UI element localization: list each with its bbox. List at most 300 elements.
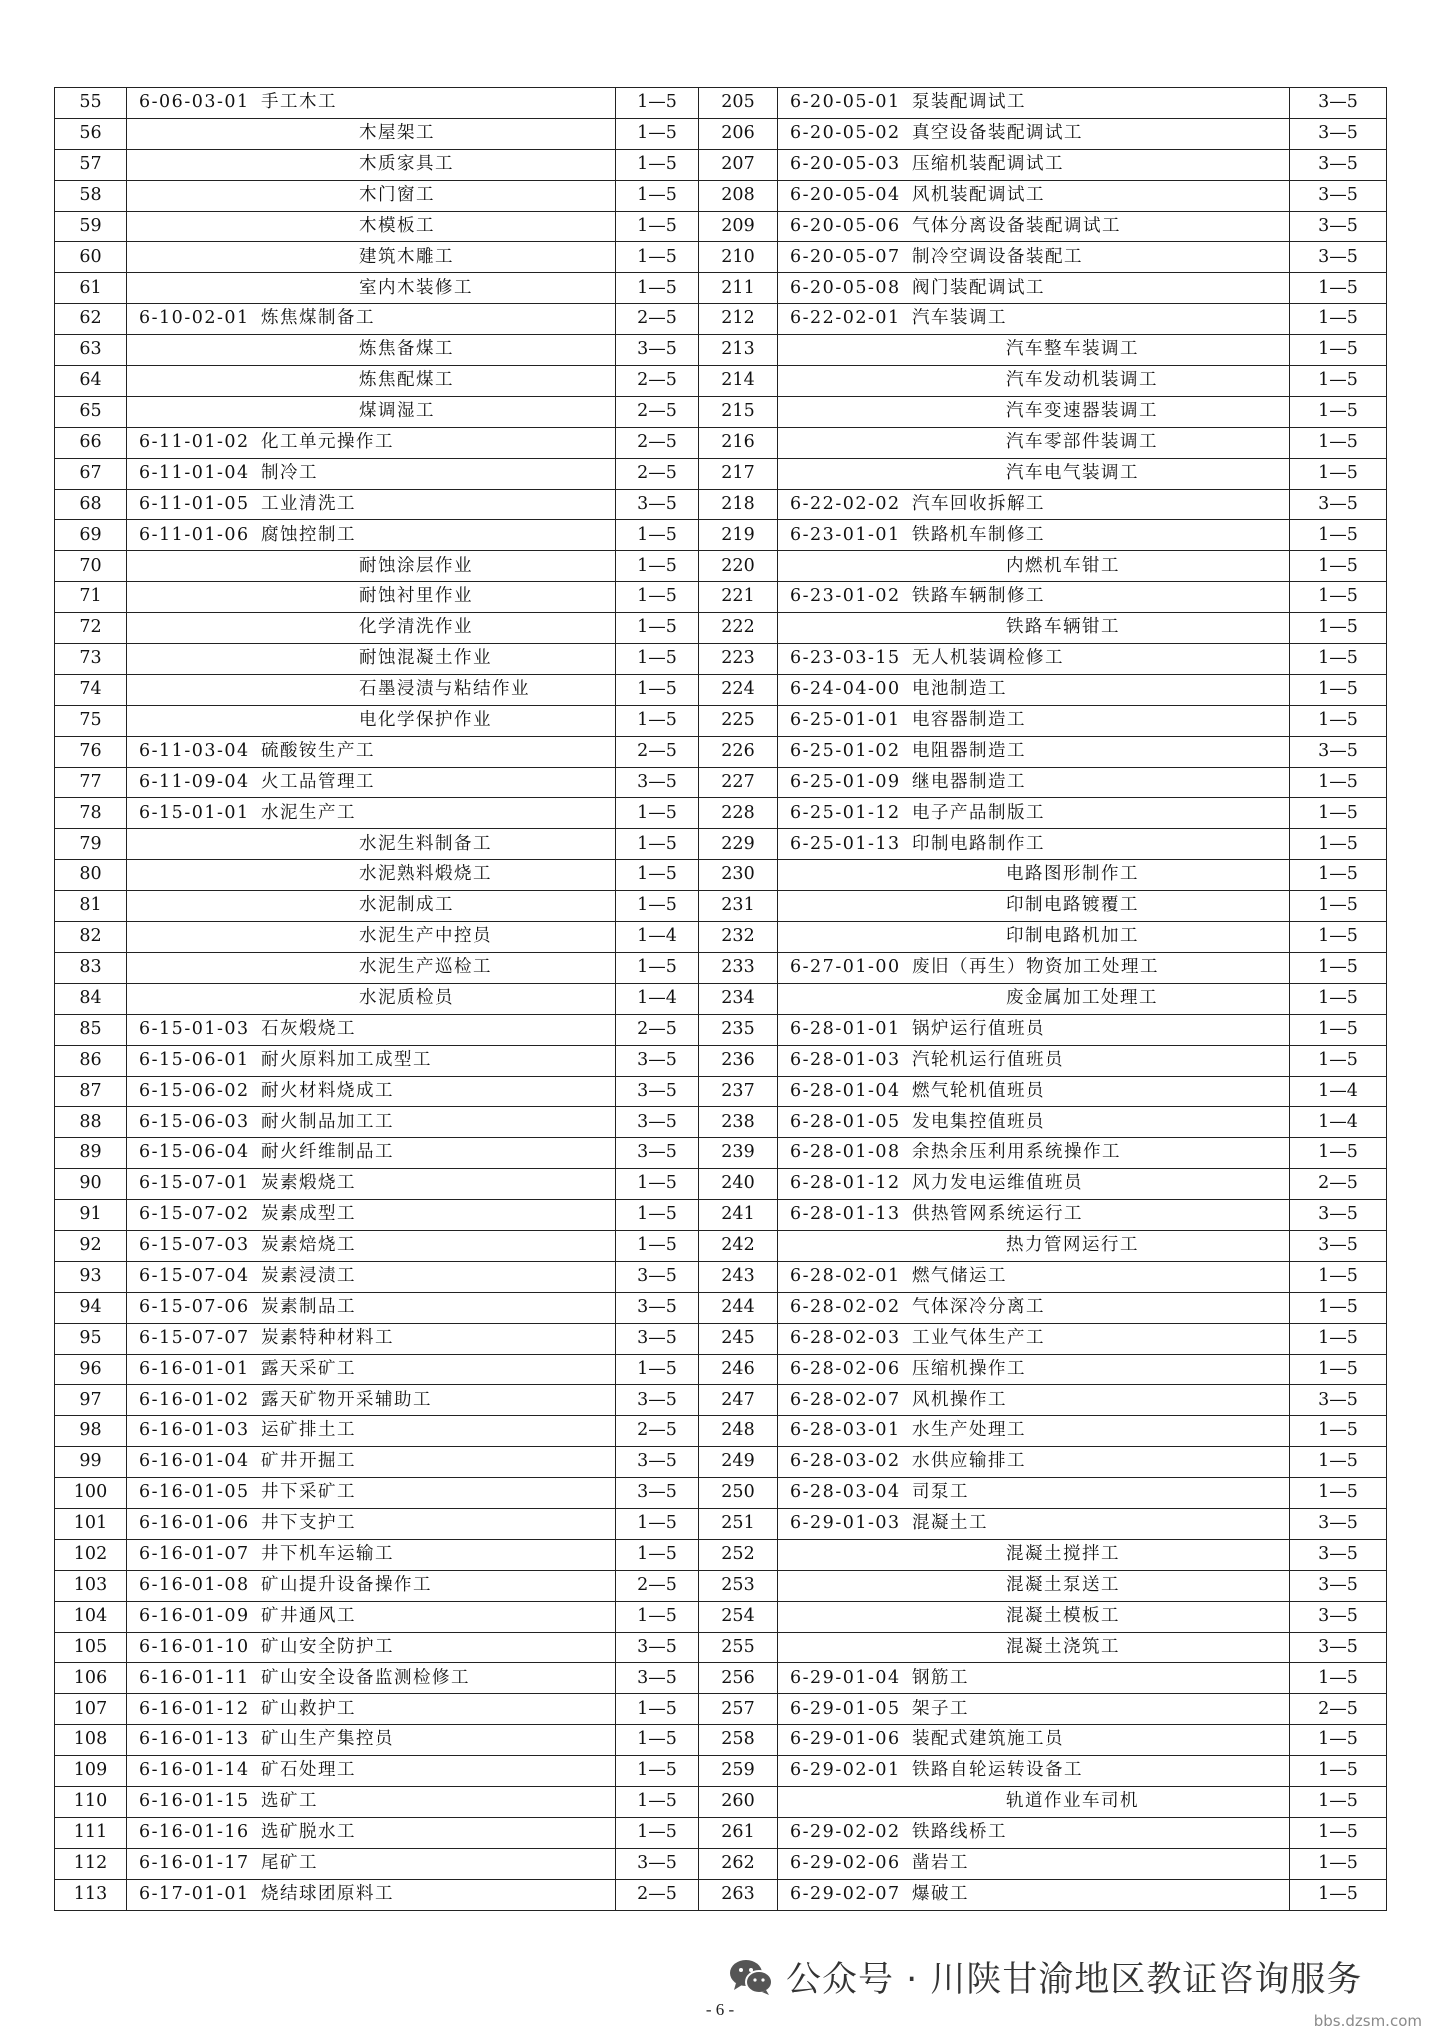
- occupation-subtitle: 混凝土泵送工: [1006, 1574, 1120, 1595]
- occupation-title: 矿山提升设备操作工: [261, 1574, 432, 1595]
- right-occupation-cell: [778, 767, 1290, 798]
- right-row-number: 255: [699, 1632, 778, 1663]
- occupation-code: 6-28-01-13: [790, 1204, 901, 1225]
- occupation-subtitle: 铁路车辆钳工: [1006, 617, 1120, 638]
- table-row: [55, 705, 1387, 736]
- occupation-subtitle: 内燃机车钳工: [1006, 555, 1120, 576]
- right-occupation-cell: [778, 1694, 1290, 1725]
- occupation-code: 6-16-01-03: [139, 1420, 250, 1441]
- occupation-code: 6-23-03-15: [790, 648, 901, 669]
- occupation-code: 6-11-01-05: [139, 493, 250, 514]
- right-occupation-cell: [778, 1447, 1290, 1478]
- left-occupation-cell: [127, 767, 616, 798]
- left-row-number: 55: [55, 88, 127, 119]
- occupation-title: 耐火制品加工工: [261, 1111, 394, 1132]
- left-occupation-cell: [127, 396, 616, 427]
- occupation-title: 烧结球团原料工: [261, 1883, 394, 1904]
- right-row-number: 253: [699, 1570, 778, 1601]
- table-row: [55, 1601, 1387, 1632]
- left-row-number: 62: [55, 304, 127, 335]
- table-row: [55, 1539, 1387, 1570]
- right-row-number: 244: [699, 1292, 778, 1323]
- occupation-code: 6-11-09-04: [139, 771, 250, 792]
- right-occupation-cell: [778, 798, 1290, 829]
- right-row-number: 222: [699, 613, 778, 644]
- right-level-range: 1—5: [1290, 335, 1387, 366]
- occupation-title: 矿山生产集控员: [261, 1729, 394, 1750]
- right-row-number: 215: [699, 396, 778, 427]
- occupation-title: 汽车回收拆解工: [912, 493, 1045, 514]
- site-watermark: bbs.dzsm.com: [1313, 2012, 1422, 2030]
- right-occupation-cell: [778, 1786, 1290, 1817]
- left-occupation-cell: [127, 1354, 616, 1385]
- occupation-subtitle: 耐蚀衬里作业: [359, 586, 473, 607]
- right-occupation-cell: [778, 644, 1290, 675]
- left-occupation-cell: [127, 1323, 616, 1354]
- left-occupation-cell: [127, 1230, 616, 1261]
- right-occupation-cell: [778, 736, 1290, 767]
- left-level-range: 2—5: [616, 1416, 699, 1447]
- occupation-code: 6-29-01-04: [790, 1667, 901, 1688]
- left-level-range: 3—5: [616, 1045, 699, 1076]
- left-occupation-cell: [127, 211, 616, 242]
- left-level-range: 1—5: [616, 1508, 699, 1539]
- occupation-code: 6-16-01-13: [139, 1729, 250, 1750]
- left-occupation-cell: [127, 458, 616, 489]
- occupation-title: 水泥生产工: [261, 802, 356, 823]
- left-row-number: 105: [55, 1632, 127, 1663]
- occupation-code: 6-27-01-00: [790, 957, 901, 978]
- right-level-range: 2—5: [1290, 1694, 1387, 1725]
- table-row: [55, 613, 1387, 644]
- left-occupation-cell: [127, 304, 616, 335]
- left-row-number: 58: [55, 180, 127, 211]
- table-row: [55, 118, 1387, 149]
- table-row: [55, 891, 1387, 922]
- occupation-title: 井下采矿工: [261, 1482, 356, 1503]
- right-level-range: 3—5: [1290, 242, 1387, 273]
- occupation-code: 6-28-02-03: [790, 1327, 901, 1348]
- left-occupation-cell: [127, 88, 616, 119]
- occupation-title: 汽车装调工: [912, 308, 1007, 329]
- occupation-subtitle: 炼焦配煤工: [359, 370, 454, 391]
- occupation-code: 6-20-05-06: [790, 215, 901, 236]
- left-level-range: 3—5: [616, 767, 699, 798]
- left-row-number: 94: [55, 1292, 127, 1323]
- occupation-title: 凿岩工: [912, 1852, 969, 1873]
- right-level-range: 2—5: [1290, 1169, 1387, 1200]
- right-occupation-cell: [778, 489, 1290, 520]
- right-row-number: 256: [699, 1663, 778, 1694]
- occupation-title: 发电集控值班员: [912, 1111, 1045, 1132]
- left-occupation-cell: [127, 736, 616, 767]
- right-level-range: 3—5: [1290, 211, 1387, 242]
- left-occupation-cell: [127, 1725, 616, 1756]
- left-row-number: 110: [55, 1786, 127, 1817]
- right-occupation-cell: [778, 1848, 1290, 1879]
- occupation-title: 混凝土工: [912, 1513, 988, 1534]
- left-occupation-cell: [127, 829, 616, 860]
- occupation-code: 6-20-05-04: [790, 184, 901, 205]
- table-row: [55, 273, 1387, 304]
- right-row-number: 251: [699, 1508, 778, 1539]
- occupation-code: 6-28-01-05: [790, 1111, 901, 1132]
- right-level-range: 3—5: [1290, 118, 1387, 149]
- table-row: [55, 396, 1387, 427]
- right-occupation-cell: [778, 1817, 1290, 1848]
- right-level-range: 1—5: [1290, 829, 1387, 860]
- left-level-range: 3—5: [616, 489, 699, 520]
- left-occupation-cell: [127, 1385, 616, 1416]
- left-level-range: 1—5: [616, 520, 699, 551]
- occupation-title: 铁路车辆制修工: [912, 586, 1045, 607]
- right-row-number: 237: [699, 1076, 778, 1107]
- left-level-range: 2—5: [616, 736, 699, 767]
- occupation-subtitle: 木模板工: [359, 215, 435, 236]
- table-row: [55, 1447, 1387, 1478]
- left-row-number: 102: [55, 1539, 127, 1570]
- right-row-number: 233: [699, 952, 778, 983]
- left-occupation-cell: [127, 922, 616, 953]
- left-level-range: 1—5: [616, 798, 699, 829]
- table-row: [55, 1014, 1387, 1045]
- table-row: [55, 88, 1387, 119]
- left-level-range: 1—5: [616, 1230, 699, 1261]
- right-occupation-cell: [778, 952, 1290, 983]
- right-occupation-cell: [778, 242, 1290, 273]
- left-row-number: 101: [55, 1508, 127, 1539]
- right-row-number: 227: [699, 767, 778, 798]
- left-level-range: 1—5: [616, 242, 699, 273]
- right-occupation-cell: [778, 1261, 1290, 1292]
- table-row: [55, 767, 1387, 798]
- occupation-title: 架子工: [912, 1698, 969, 1719]
- left-row-number: 59: [55, 211, 127, 242]
- right-row-number: 206: [699, 118, 778, 149]
- left-row-number: 76: [55, 736, 127, 767]
- table-row: [55, 1292, 1387, 1323]
- right-row-number: 223: [699, 644, 778, 675]
- occupation-code: 6-28-01-01: [790, 1018, 901, 1039]
- occupation-subtitle: 电化学保护作业: [359, 710, 492, 730]
- right-occupation-cell: [778, 1570, 1290, 1601]
- table-row: [55, 1508, 1387, 1539]
- occupation-code: 6-11-03-04: [139, 740, 250, 761]
- right-level-range: 1—5: [1290, 1725, 1387, 1756]
- occupation-code: 6-16-01-15: [139, 1791, 250, 1812]
- occupation-code: 6-20-05-03: [790, 153, 901, 174]
- left-row-number: 90: [55, 1169, 127, 1200]
- right-level-range: 1—4: [1290, 1076, 1387, 1107]
- occupation-title: 铁路机车制修工: [912, 524, 1045, 545]
- right-occupation-cell: [778, 1663, 1290, 1694]
- right-row-number: 247: [699, 1385, 778, 1416]
- occupation-title: 石灰煅烧工: [261, 1018, 356, 1039]
- occupation-title: 炭素煅烧工: [261, 1173, 356, 1194]
- occupation-title: 耐火原料加工成型工: [261, 1049, 432, 1070]
- right-level-range: 1—5: [1290, 1292, 1387, 1323]
- left-occupation-cell: [127, 674, 616, 705]
- left-row-number: 103: [55, 1570, 127, 1601]
- occupation-title: 炭素成型工: [261, 1204, 356, 1225]
- wechat-icon: [728, 1957, 774, 1997]
- left-occupation-cell: [127, 1076, 616, 1107]
- left-level-range: 3—5: [616, 1848, 699, 1879]
- left-occupation-cell: [127, 1200, 616, 1231]
- occupation-title: 耐火材料烧成工: [261, 1080, 394, 1101]
- occupation-code: 6-29-01-06: [790, 1729, 901, 1750]
- left-occupation-cell: [127, 1478, 616, 1509]
- left-level-range: 1—5: [616, 1786, 699, 1817]
- left-level-range: 3—5: [616, 335, 699, 366]
- right-level-range: 3—5: [1290, 1601, 1387, 1632]
- table-row: [55, 427, 1387, 458]
- table-row: [55, 1354, 1387, 1385]
- left-level-range: 3—5: [616, 1261, 699, 1292]
- left-level-range: 1—5: [616, 1200, 699, 1231]
- left-occupation-cell: [127, 1817, 616, 1848]
- left-level-range: 1—5: [616, 1169, 699, 1200]
- right-level-range: 1—5: [1290, 458, 1387, 489]
- occupation-subtitle: 耐蚀涂层作业: [359, 555, 473, 576]
- occupation-subtitle: 热力管网运行工: [1006, 1235, 1139, 1256]
- occupation-title: 选矿脱水工: [261, 1822, 356, 1843]
- left-row-number: 61: [55, 273, 127, 304]
- occupation-subtitle: 水泥生产巡检工: [359, 957, 492, 978]
- occupation-title: 电池制造工: [912, 679, 1007, 700]
- left-occupation-cell: [127, 1138, 616, 1169]
- occupation-code: 6-29-01-03: [790, 1513, 901, 1534]
- right-row-number: 210: [699, 242, 778, 273]
- right-occupation-cell: [778, 613, 1290, 644]
- left-level-range: 1—5: [616, 1756, 699, 1787]
- occupation-code: 6-11-01-02: [139, 431, 250, 452]
- occupation-code: 6-29-02-01: [790, 1760, 901, 1781]
- right-occupation-cell: [778, 860, 1290, 891]
- table-row: [55, 798, 1387, 829]
- left-level-range: 3—5: [616, 1385, 699, 1416]
- occupation-subtitle: 电路图形制作工: [1006, 864, 1139, 885]
- right-occupation-cell: [778, 1014, 1290, 1045]
- table-row: [55, 335, 1387, 366]
- table-row: [55, 860, 1387, 891]
- occupation-subtitle: 石墨浸渍与粘结作业: [359, 679, 530, 700]
- left-occupation-cell: [127, 149, 616, 180]
- occupation-code: 6-16-01-02: [139, 1389, 250, 1410]
- occupation-title: 燃气轮机值班员: [912, 1080, 1045, 1101]
- right-level-range: 1—5: [1290, 952, 1387, 983]
- table-row: [55, 1694, 1387, 1725]
- left-occupation-cell: [127, 1570, 616, 1601]
- left-row-number: 106: [55, 1663, 127, 1694]
- left-occupation-cell: [127, 1045, 616, 1076]
- table-row: [55, 489, 1387, 520]
- occupation-title: 腐蚀控制工: [261, 524, 356, 545]
- right-row-number: 243: [699, 1261, 778, 1292]
- right-level-range: 1—5: [1290, 1138, 1387, 1169]
- occupation-subtitle: 汽车电气装调工: [1006, 462, 1139, 483]
- occupation-code: 6-28-03-04: [790, 1482, 901, 1503]
- right-row-number: 239: [699, 1138, 778, 1169]
- occupation-code: 6-28-01-08: [790, 1142, 901, 1163]
- left-level-range: 2—5: [616, 427, 699, 458]
- occupation-title: 废旧（再生）物资加工处理工: [912, 957, 1159, 978]
- left-occupation-cell: [127, 1786, 616, 1817]
- occupation-code: 6-16-01-14: [139, 1760, 250, 1781]
- right-level-range: 1—5: [1290, 520, 1387, 551]
- occupation-subtitle: 汽车整车装调工: [1006, 339, 1139, 360]
- right-occupation-cell: [778, 1138, 1290, 1169]
- right-level-range: 1—4: [1290, 1107, 1387, 1138]
- right-occupation-cell: [778, 1416, 1290, 1447]
- occupation-code: 6-25-01-02: [790, 740, 901, 761]
- occupation-code: 6-28-01-03: [790, 1049, 901, 1070]
- right-occupation-cell: [778, 922, 1290, 953]
- left-row-number: 111: [55, 1817, 127, 1848]
- left-occupation-cell: [127, 582, 616, 613]
- occupation-subtitle: 木门窗工: [359, 184, 435, 205]
- right-level-range: 1—5: [1290, 304, 1387, 335]
- occupation-title: 炼焦煤制备工: [261, 308, 375, 329]
- left-row-number: 88: [55, 1107, 127, 1138]
- left-row-number: 107: [55, 1694, 127, 1725]
- right-occupation-cell: [778, 1756, 1290, 1787]
- left-occupation-cell: [127, 1756, 616, 1787]
- left-occupation-cell: [127, 273, 616, 304]
- right-occupation-cell: [778, 211, 1290, 242]
- left-level-range: 1—5: [616, 180, 699, 211]
- occupation-title: 化工单元操作工: [261, 431, 394, 452]
- occupation-code: 6-16-01-11: [139, 1667, 250, 1688]
- right-occupation-cell: [778, 582, 1290, 613]
- occupation-code: 6-11-01-04: [139, 462, 250, 483]
- right-occupation-cell: [778, 1169, 1290, 1200]
- table-row: [55, 1416, 1387, 1447]
- left-row-number: 97: [55, 1385, 127, 1416]
- table-row: [55, 1725, 1387, 1756]
- left-row-number: 69: [55, 520, 127, 551]
- left-row-number: 112: [55, 1848, 127, 1879]
- right-occupation-cell: [778, 1539, 1290, 1570]
- right-occupation-cell: [778, 705, 1290, 736]
- left-occupation-cell: [127, 551, 616, 582]
- occupation-title: 气体深冷分离工: [912, 1296, 1045, 1317]
- occupation-title: 炭素特种材料工: [261, 1327, 394, 1348]
- watermark: [728, 1952, 1362, 2002]
- table-row: [55, 983, 1387, 1014]
- left-row-number: 80: [55, 860, 127, 891]
- left-row-number: 63: [55, 335, 127, 366]
- left-row-number: 64: [55, 366, 127, 397]
- occupation-subtitle: 混凝土搅拌工: [1006, 1544, 1120, 1565]
- right-row-number: 235: [699, 1014, 778, 1045]
- right-level-range: 3—5: [1290, 1200, 1387, 1231]
- right-level-range: 1—5: [1290, 1416, 1387, 1447]
- right-level-range: 1—5: [1290, 1261, 1387, 1292]
- table-row: [55, 1200, 1387, 1231]
- occupation-subtitle: 汽车变速器装调工: [1006, 401, 1158, 422]
- occupation-code: 6-15-07-06: [139, 1296, 250, 1317]
- left-occupation-cell: [127, 489, 616, 520]
- table-row: [55, 211, 1387, 242]
- left-level-range: 3—5: [616, 1632, 699, 1663]
- occupation-title: 火工品管理工: [261, 771, 375, 792]
- left-level-range: 1—5: [616, 674, 699, 705]
- occupation-title: 电子产品制版工: [912, 802, 1045, 823]
- left-occupation-cell: [127, 1014, 616, 1045]
- right-level-range: 1—5: [1290, 767, 1387, 798]
- right-level-range: 1—5: [1290, 983, 1387, 1014]
- left-level-range: 1—5: [616, 860, 699, 891]
- right-occupation-cell: [778, 520, 1290, 551]
- left-level-range: 3—5: [616, 1323, 699, 1354]
- occupation-title: 锅炉运行值班员: [912, 1018, 1045, 1039]
- right-row-number: 254: [699, 1601, 778, 1632]
- right-row-number: 232: [699, 922, 778, 953]
- left-occupation-cell: [127, 1416, 616, 1447]
- right-level-range: 1—5: [1290, 1014, 1387, 1045]
- right-row-number: 229: [699, 829, 778, 860]
- table-row: [55, 458, 1387, 489]
- occupation-code: 6-16-01-09: [139, 1605, 250, 1626]
- right-level-range: 3—5: [1290, 149, 1387, 180]
- right-row-number: 248: [699, 1416, 778, 1447]
- table-row: [55, 366, 1387, 397]
- occupation-title: 矿山安全防护工: [261, 1636, 394, 1657]
- right-occupation-cell: [778, 1385, 1290, 1416]
- occupation-code: 6-29-01-05: [790, 1698, 901, 1719]
- table-row: [55, 1107, 1387, 1138]
- occupation-subtitle: 混凝土模板工: [1006, 1605, 1120, 1626]
- left-occupation-cell: [127, 427, 616, 458]
- right-row-number: 217: [699, 458, 778, 489]
- left-occupation-cell: [127, 798, 616, 829]
- right-row-number: 257: [699, 1694, 778, 1725]
- right-level-range: 3—5: [1290, 1230, 1387, 1261]
- left-level-range: 1—5: [616, 705, 699, 736]
- left-row-number: 104: [55, 1601, 127, 1632]
- table-row: [55, 1879, 1387, 1910]
- left-row-number: 66: [55, 427, 127, 458]
- right-occupation-cell: [778, 1323, 1290, 1354]
- occupation-subtitle: 水泥制成工: [359, 895, 454, 916]
- occupation-code: 6-29-02-06: [790, 1852, 901, 1873]
- right-occupation-cell: [778, 1076, 1290, 1107]
- right-row-number: 234: [699, 983, 778, 1014]
- occupation-code: 6-16-01-08: [139, 1574, 250, 1595]
- occupation-code: 6-28-03-01: [790, 1420, 901, 1441]
- right-occupation-cell: [778, 1354, 1290, 1385]
- table-row: [55, 922, 1387, 953]
- occupation-code: 6-22-02-01: [790, 308, 901, 329]
- occupation-code: 6-16-01-12: [139, 1698, 250, 1719]
- right-level-range: 1—5: [1290, 1848, 1387, 1879]
- occupation-title: 水供应输排工: [912, 1451, 1026, 1472]
- occupation-code: 6-20-05-07: [790, 246, 901, 267]
- occupation-title: 制冷工: [261, 462, 318, 483]
- right-occupation-cell: [778, 118, 1290, 149]
- right-row-number: 263: [699, 1879, 778, 1910]
- right-level-range: 1—5: [1290, 582, 1387, 613]
- right-row-number: 228: [699, 798, 778, 829]
- right-level-range: 1—5: [1290, 1323, 1387, 1354]
- right-row-number: 242: [699, 1230, 778, 1261]
- occupation-code: 6-15-06-01: [139, 1049, 250, 1070]
- right-occupation-cell: [778, 335, 1290, 366]
- left-occupation-cell: [127, 644, 616, 675]
- occupation-code: 6-25-01-01: [790, 710, 901, 730]
- left-level-range: 1—5: [616, 273, 699, 304]
